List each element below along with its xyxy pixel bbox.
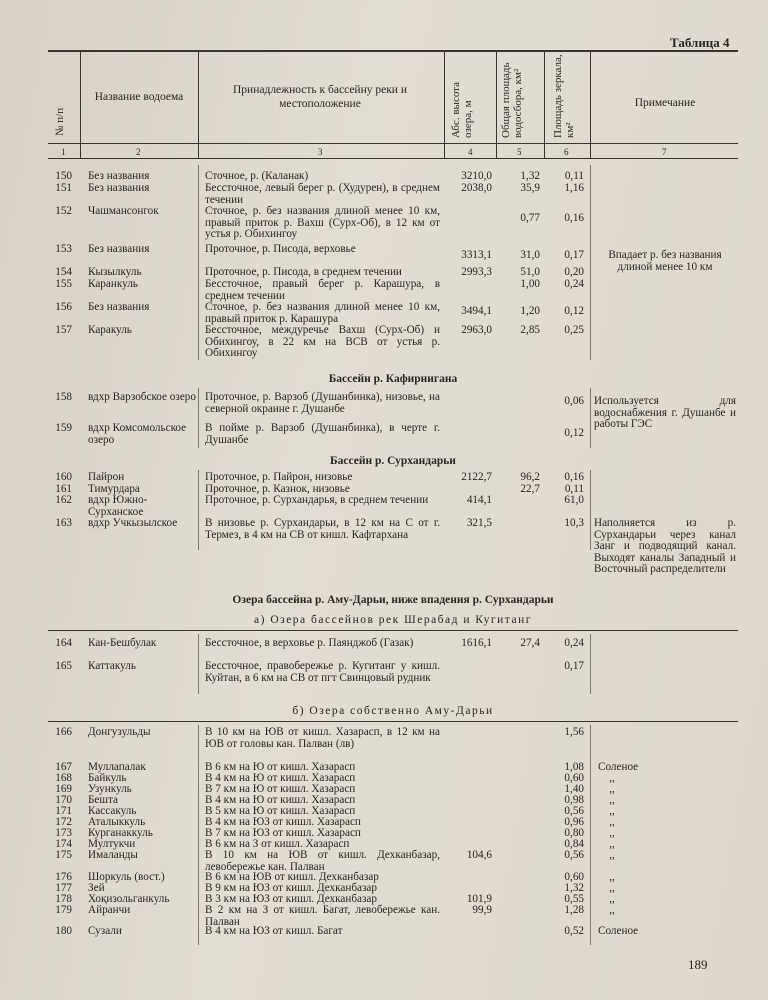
row-desc: В 5 км на Ю от кишл. Хазарасп <box>205 805 356 817</box>
row-alt: 99,9 <box>472 904 492 916</box>
col-divider <box>198 50 199 158</box>
table-label: Таблица 4 <box>670 35 730 50</box>
row-area: 2,85 <box>520 324 540 336</box>
row-desc: В 10 км на ЮВ от кишл. Хазарасп, в 12 км на ЮВ от головы кан. Палван (лв) <box>205 726 440 750</box>
row-name: Кассакуль <box>88 805 137 817</box>
row-name: Чашмансонгок <box>88 205 159 217</box>
header-top-rule <box>48 50 738 52</box>
row-desc: Бессточное, в верховье р. Паянджоб (Газак) <box>205 637 414 649</box>
row-mirror: 0,56 <box>564 849 584 861</box>
row-note: ,, <box>609 816 615 828</box>
row-name: Ималанды <box>88 849 138 861</box>
page-number: 189 <box>688 957 708 972</box>
row-alt: 1616,1 <box>461 637 492 649</box>
row-name: Без названия <box>88 243 150 255</box>
row-name: Кан-Бешбулак <box>88 637 157 649</box>
row-mirror: 0,17 <box>564 660 584 672</box>
row-num: 165 <box>55 660 72 672</box>
section-heading: Бассейн р. Кафирнигана <box>328 373 458 385</box>
colnum: 3 <box>318 147 323 157</box>
row-name: Курганаккуль <box>88 827 153 839</box>
header-area: Общая площадь водосбора, км² <box>500 62 524 138</box>
row-name: Каранкуль <box>88 278 138 290</box>
row-name: Без названия <box>88 301 150 313</box>
row-num: 176 <box>55 871 72 883</box>
row-num: 150 <box>55 170 72 182</box>
col-divider <box>198 388 199 448</box>
row-num: 180 <box>55 925 72 937</box>
row-mirror: 0,16 <box>564 471 584 483</box>
row-num: 167 <box>55 761 72 773</box>
row-mirror: 1,08 <box>564 761 584 773</box>
row-num: 172 <box>55 816 72 828</box>
row-desc: Сточное, р. без названия длиной менее 10 км, правый приток р. Карашура <box>205 301 440 325</box>
row-desc: В 2 км на З от кишл. Багат, левобережье кан. Палван <box>205 904 440 928</box>
row-alt: 2038,0 <box>461 182 492 194</box>
row-note: ,, <box>609 882 615 894</box>
row-desc: Сточное, р. (Каланак) <box>205 170 309 182</box>
colnum: 6 <box>564 147 569 157</box>
row-name: Каттакуль <box>88 660 136 672</box>
row-note: Соленое <box>598 761 639 773</box>
row-mirror: 0,11 <box>564 170 584 182</box>
row-name: Узункуль <box>88 783 132 795</box>
header-name: Название водоема <box>94 91 184 103</box>
row-note: ,, <box>609 827 615 839</box>
subsection-rule <box>48 721 738 722</box>
header-alt: Абс. высота озера, м <box>450 81 474 138</box>
row-note: Впадает р. без названия длиной менее 10 км <box>608 249 722 273</box>
row-desc: В 7 км на ЮЗ от кишл. Хазарасп <box>205 827 361 839</box>
row-name: Муллапалак <box>88 761 146 773</box>
row-num: 169 <box>55 783 72 795</box>
row-note: ,, <box>609 904 615 916</box>
row-desc: В 6 км на З от кишл. Хазарасп <box>205 838 350 850</box>
subsection-rule <box>48 630 738 631</box>
header-mirror: Площадь зеркала, км² <box>552 54 576 138</box>
row-mirror: 0,60 <box>564 772 584 784</box>
row-desc: Проточное, р. Казнок, низовье <box>205 483 350 495</box>
row-desc: В 4 км на Ю от кишл. Хазарасп <box>205 772 356 784</box>
row-desc: Проточное, р. Писода, верховье <box>205 243 356 255</box>
row-desc: В 4 км на ЮЗ от кишл. Багат <box>205 925 343 937</box>
row-num: 164 <box>55 637 72 649</box>
row-area: 51,0 <box>520 266 540 278</box>
col-divider <box>198 165 199 360</box>
row-note: ,, <box>609 783 615 795</box>
row-alt: 2993,3 <box>461 266 492 278</box>
row-name: Каракуль <box>88 324 132 336</box>
row-num: 170 <box>55 794 72 806</box>
row-desc: В 6 км на ЮВ от кишл. Дехканбазар <box>205 871 379 883</box>
row-alt: 2122,7 <box>461 471 492 483</box>
col-divider <box>444 50 445 158</box>
row-desc: Проточное, р. Писода, в среднем течении <box>205 266 402 278</box>
row-mirror: 1,16 <box>564 182 584 194</box>
row-mirror: 0,20 <box>564 266 584 278</box>
row-name: Хоқизольганкуль <box>88 893 170 905</box>
row-name: Без названия <box>88 170 150 182</box>
row-note: Соленое <box>598 925 639 937</box>
row-name: Кызылкуль <box>88 266 142 278</box>
section-heading: Озера бассейна р. Аму-Дарьи, ниже впадения р. Сурхандарьи <box>232 594 554 606</box>
row-num: 175 <box>55 849 72 861</box>
row-alt: 2963,0 <box>461 324 492 336</box>
row-desc: Проточное, р. Сурхандарья, в среднем течении <box>205 494 429 506</box>
row-name: Зей <box>88 882 105 894</box>
row-alt: 414,1 <box>466 494 492 506</box>
row-alt: 321,5 <box>466 517 492 529</box>
row-mirror: 0,52 <box>564 925 584 937</box>
row-note: ,, <box>609 849 615 861</box>
row-name: Айранчи <box>88 904 131 916</box>
row-area: 1,20 <box>520 305 540 317</box>
colnum: 2 <box>136 147 141 157</box>
row-mirror: 10,3 <box>564 517 584 529</box>
col-divider <box>198 634 199 694</box>
row-mirror: 1,56 <box>564 726 584 738</box>
col-divider <box>198 470 199 550</box>
colnum-rule <box>48 158 738 159</box>
row-name: вдхр Комсомольское озеро <box>88 422 187 446</box>
row-area: 0,77 <box>520 212 540 224</box>
row-mirror: 0,16 <box>564 212 584 224</box>
row-num: 166 <box>55 726 72 738</box>
row-num: 162 <box>55 494 72 506</box>
header-num: № п/п <box>54 107 66 136</box>
row-note: Наполняется из р. Сурхандарьи через канал Занг и подводящий канал. Выходят каналы Западный и Восточный распределители <box>594 517 736 575</box>
col-divider <box>590 725 591 945</box>
row-name: Байкуль <box>88 772 127 784</box>
col-divider <box>590 165 591 360</box>
col-divider <box>590 634 591 694</box>
row-num: 173 <box>55 827 72 839</box>
row-desc: В 4 км на ЮЗ от кишл. Хазарасп <box>205 816 361 828</box>
row-num: 155 <box>55 278 72 290</box>
row-num: 151 <box>55 182 72 194</box>
row-name: Тимурдара <box>88 483 140 495</box>
row-desc: Бессточное, левый берег р. (Худурен), в среднем течении <box>205 182 440 206</box>
row-note: ,, <box>609 805 615 817</box>
col-divider <box>80 50 81 158</box>
header-note: Примечание <box>634 97 696 109</box>
row-mirror: 61,0 <box>564 494 584 506</box>
row-desc: В 4 км на Ю от кишл. Хазарасп <box>205 794 356 806</box>
row-name: Аталыккуль <box>88 816 146 828</box>
row-note: ,, <box>609 772 615 784</box>
row-name: вдхр Варзобское озеро <box>88 391 196 403</box>
row-desc: Проточное, р. Пайрон, низовье <box>205 471 353 483</box>
colnum: 4 <box>468 147 473 157</box>
row-name: Донгузульды <box>88 726 151 738</box>
row-mirror: 0,60 <box>564 871 584 883</box>
row-name: Бешта <box>88 794 118 806</box>
row-area: 35,9 <box>520 182 540 194</box>
row-mirror: 1,28 <box>564 904 584 916</box>
row-num: 154 <box>55 266 72 278</box>
row-desc: Бессточное, правый берег р. Карашура, в среднем течении <box>205 278 440 302</box>
row-num: 177 <box>55 882 72 894</box>
row-mirror: 0,24 <box>564 637 584 649</box>
row-desc: В 7 км на Ю от кишл. Хазарасп <box>205 783 356 795</box>
colnum: 5 <box>517 147 522 157</box>
row-mirror: 0,24 <box>564 278 584 290</box>
row-desc: Проточное, р. Варзоб (Душанбинка), низовье, на северной окраине г. Душанбе <box>205 391 440 415</box>
row-area: 27,4 <box>520 637 540 649</box>
row-name: Шоркуль (вост.) <box>88 871 165 883</box>
row-alt: 3313,1 <box>461 249 492 261</box>
colnum: 1 <box>61 147 66 157</box>
row-num: 156 <box>55 301 72 313</box>
row-num: 168 <box>55 772 72 784</box>
row-alt: 101,9 <box>466 893 492 905</box>
row-mirror: 0,56 <box>564 805 584 817</box>
row-desc: В 9 км на ЮЗ от кишл. Дехканбазар <box>205 882 377 894</box>
row-num: 174 <box>55 838 72 850</box>
header-bottom-rule <box>48 143 738 144</box>
row-mirror: 0,12 <box>564 305 584 317</box>
row-area: 1,32 <box>520 170 540 182</box>
row-name: вдхр Учкызылское <box>88 517 178 529</box>
row-name: Без названия <box>88 182 150 194</box>
col-divider <box>544 50 545 158</box>
row-num: 153 <box>55 243 72 255</box>
row-mirror: 0,12 <box>564 427 584 439</box>
col-divider <box>590 388 591 448</box>
row-note: ,, <box>609 794 615 806</box>
row-note: ,, <box>609 838 615 850</box>
row-desc: Сточное, р. без названия длиной менее 10 км, правый приток р. Вахш (Сурх-Об), в 12 км от устья р. Обихингоу <box>205 205 440 240</box>
row-num: 160 <box>55 471 72 483</box>
row-desc: В 10 км на ЮВ от кишл. Дехканбазар, левобережье кан. Палван <box>205 849 440 873</box>
row-name: вдхр Южно-Сурханское <box>88 494 148 518</box>
col-divider <box>590 50 591 158</box>
row-desc: В низовье р. Сурхандарьи, в 12 км на С от г. Термез, в 4 км на СВ от кишл. Кафтархана <box>205 517 440 541</box>
section-heading: Бассейн р. Сурхандарьи <box>330 455 456 467</box>
row-num: 157 <box>55 324 72 336</box>
row-alt: 104,6 <box>466 849 492 861</box>
row-area: 96,2 <box>520 471 540 483</box>
row-desc: В 3 км на ЮЗ от кишл. Дехканбазар <box>205 893 377 905</box>
row-mirror: 0,98 <box>564 794 584 806</box>
row-mirror: 0,96 <box>564 816 584 828</box>
row-num: 163 <box>55 517 72 529</box>
row-note: Используется для водоснабжения г. Душанбе и работы ГЭС <box>594 395 736 430</box>
row-num: 152 <box>55 205 72 217</box>
row-note: ,, <box>609 893 615 905</box>
row-num: 179 <box>55 904 72 916</box>
row-desc: В 6 км на Ю от кишл. Хазарасп <box>205 761 356 773</box>
row-mirror: 0,06 <box>564 395 584 407</box>
col-divider <box>496 50 497 158</box>
row-note: ,, <box>609 871 615 883</box>
subsection-heading: б) Озера собственно Аму-Дарьи <box>292 705 494 717</box>
row-mirror: 0,25 <box>564 324 584 336</box>
colnum: 7 <box>662 147 667 157</box>
row-num: 159 <box>55 422 72 434</box>
row-desc: В пойме р. Варзоб (Душанбинка), в черте г. Душанбе <box>205 422 440 446</box>
row-desc: Бессточное, междуречье Вахш (Сурх-Об) и Обихингоу, в 22 км на ВСВ от устья р. Обихингоу <box>205 324 440 359</box>
row-num: 178 <box>55 893 72 905</box>
row-mirror: 1,40 <box>564 783 584 795</box>
row-name: Сузали <box>88 925 122 937</box>
row-area: 1,00 <box>520 278 540 290</box>
row-area: 31,0 <box>520 249 540 261</box>
subsection-heading: а) Озера бассейнов рек Шерабад и Кугитанг <box>254 614 532 626</box>
header-basin: Принадлежность к бассейну реки и местоположение <box>233 84 407 110</box>
row-num: 158 <box>55 391 72 403</box>
row-mirror: 0,84 <box>564 838 584 850</box>
row-alt: 3494,1 <box>461 305 492 317</box>
row-alt: 3210,0 <box>461 170 492 182</box>
row-mirror: 0,55 <box>564 893 584 905</box>
col-divider <box>590 470 591 550</box>
row-area: 22,7 <box>520 483 540 495</box>
row-mirror: 0,17 <box>564 249 584 261</box>
col-divider <box>198 725 199 945</box>
row-mirror: 0,80 <box>564 827 584 839</box>
row-num: 161 <box>55 483 72 495</box>
row-mirror: 1,32 <box>564 882 584 894</box>
row-name: Пайрон <box>88 471 125 483</box>
row-desc: Бессточное, правобережье р. Кугитанг у кишл. Куйтан, в 6 км на СВ от пгт Свинцовый рудник <box>205 660 440 684</box>
row-name: Мултукчи <box>88 838 136 850</box>
row-mirror: 0,11 <box>564 483 584 495</box>
row-num: 171 <box>55 805 72 817</box>
